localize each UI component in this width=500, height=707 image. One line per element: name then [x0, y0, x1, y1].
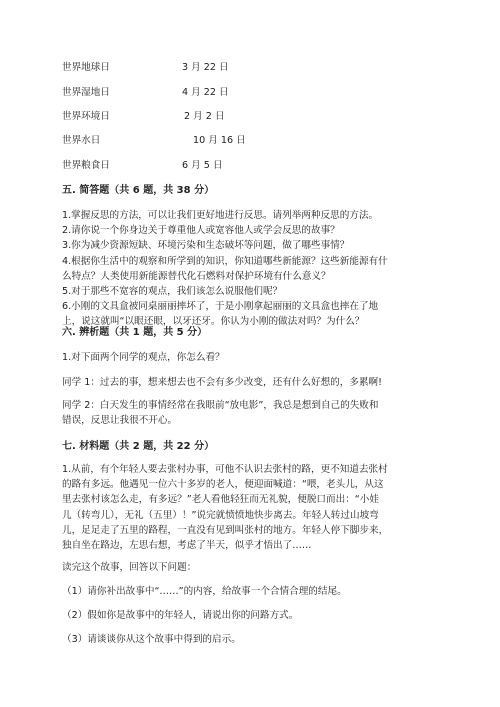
day-date: 4 月 22 日	[182, 87, 229, 98]
question-line: 4.根据你生活中的观察和所学到的知识，你知道哪些新能源？这些新能源有什	[62, 255, 388, 267]
day-row	[62, 111, 225, 123]
question-line: 3.你为减少资源短缺、环境污染和生态破坏等问题，做了哪些事情？	[62, 240, 350, 252]
day-name: 世界地球日	[62, 62, 110, 73]
question-line: 1.掌握反思的方法，可以让我们更好地进行反思。请列举两种反思的方法。	[62, 210, 379, 221]
subquestion: （2）假如你是故事中的年轻人，请说出你的问路方式。	[62, 610, 299, 621]
story-line: 独自坐在路边，左思右想，考虑了半天，似乎才悟出了……	[62, 540, 312, 552]
day-date: 10 月 16 日	[193, 135, 246, 146]
opinion-line: 同学 2：白天发生的事情经常在我眼前“放电影”，我总是想到自己的失败和	[62, 400, 379, 411]
section-5-heading: 五. 简答题（共 6 题，共 38 分）	[62, 185, 215, 196]
question-line: 上，说这就叫“以眼还眼，以牙还牙。你认为小刚的做法对吗？为什么？	[62, 316, 365, 328]
subquestion: （1）请你补出故事中“……”的内容，给故事一个合情合理的结尾。	[62, 586, 347, 597]
section-6-heading: 六. 辨析题（共 1 题，共 5 分）	[62, 327, 208, 338]
day-row	[62, 87, 229, 99]
day-date: 3 月 22 日	[182, 62, 229, 73]
section-7-heading: 七. 材料题（共 2 题，共 22 分）	[62, 441, 215, 452]
day-name: 世界环境日	[62, 111, 110, 122]
reading-prompt: 读完这个故事，回答以下问题：	[62, 562, 197, 573]
subquestion: （3）请谈谈你从这个故事中得到的启示。	[62, 634, 241, 645]
question-line: 6.小刚的文具盒被同桌丽丽摔坏了，于是小刚拿起丽丽的文具盒也摔在了地	[62, 301, 379, 313]
day-name: 世界粮食日	[62, 160, 110, 171]
student-1-opinion: 同学 1：过去的事，想来想去也不会有多少改变，还有什么好想的，多累啊!	[62, 377, 382, 388]
story-line: 里去张村该怎么走，有多远？”老人看他轻狂而无礼貌，便脱口而出：“小娃	[62, 494, 379, 506]
section-5-questions	[62, 208, 442, 330]
opinion-line: 错误，反思让我很不开心。	[62, 415, 178, 427]
day-date: 2 月 2 日	[184, 111, 225, 122]
question-line: 么特点？人类使用新能源替代化石燃料对保护环境有什么意义？	[62, 270, 331, 282]
day-row	[62, 160, 223, 172]
day-name: 世界湿地日	[62, 87, 110, 98]
question-line: 2.请你说一个你身边关于尊重他人或宽容他人或学会反思的故事？	[62, 225, 340, 237]
story-line: 1.从前，有个年轻人要去张村办事，可他不认识去张村的路，更不知道去张村	[62, 464, 388, 475]
section-6-question: 1.对下面两个同学的观点，你怎么看？	[62, 352, 225, 363]
day-row	[62, 135, 246, 147]
question-line: 5.对于那些不宽容的观点，我们该怎么说服他们呢？	[62, 286, 283, 298]
story-line: 的路有多远。他遇见一位六十多岁的老人，便迎面喊道：“喂，老头儿，从这	[62, 479, 384, 491]
story-line: 儿，足足走了五里的路程，一直没有见到叫张村的地方。年轻人停下脚步来，	[62, 524, 389, 536]
student-2-opinion	[62, 398, 442, 428]
day-name: 世界水日	[62, 135, 101, 146]
story-text	[62, 462, 442, 553]
day-row	[62, 62, 229, 74]
story-line: 儿（转弯儿），无礼（五里）！”说完就愤愤地快步离去。年轻人转过山坡弯	[62, 509, 379, 521]
day-date: 6 月 5 日	[182, 160, 223, 171]
